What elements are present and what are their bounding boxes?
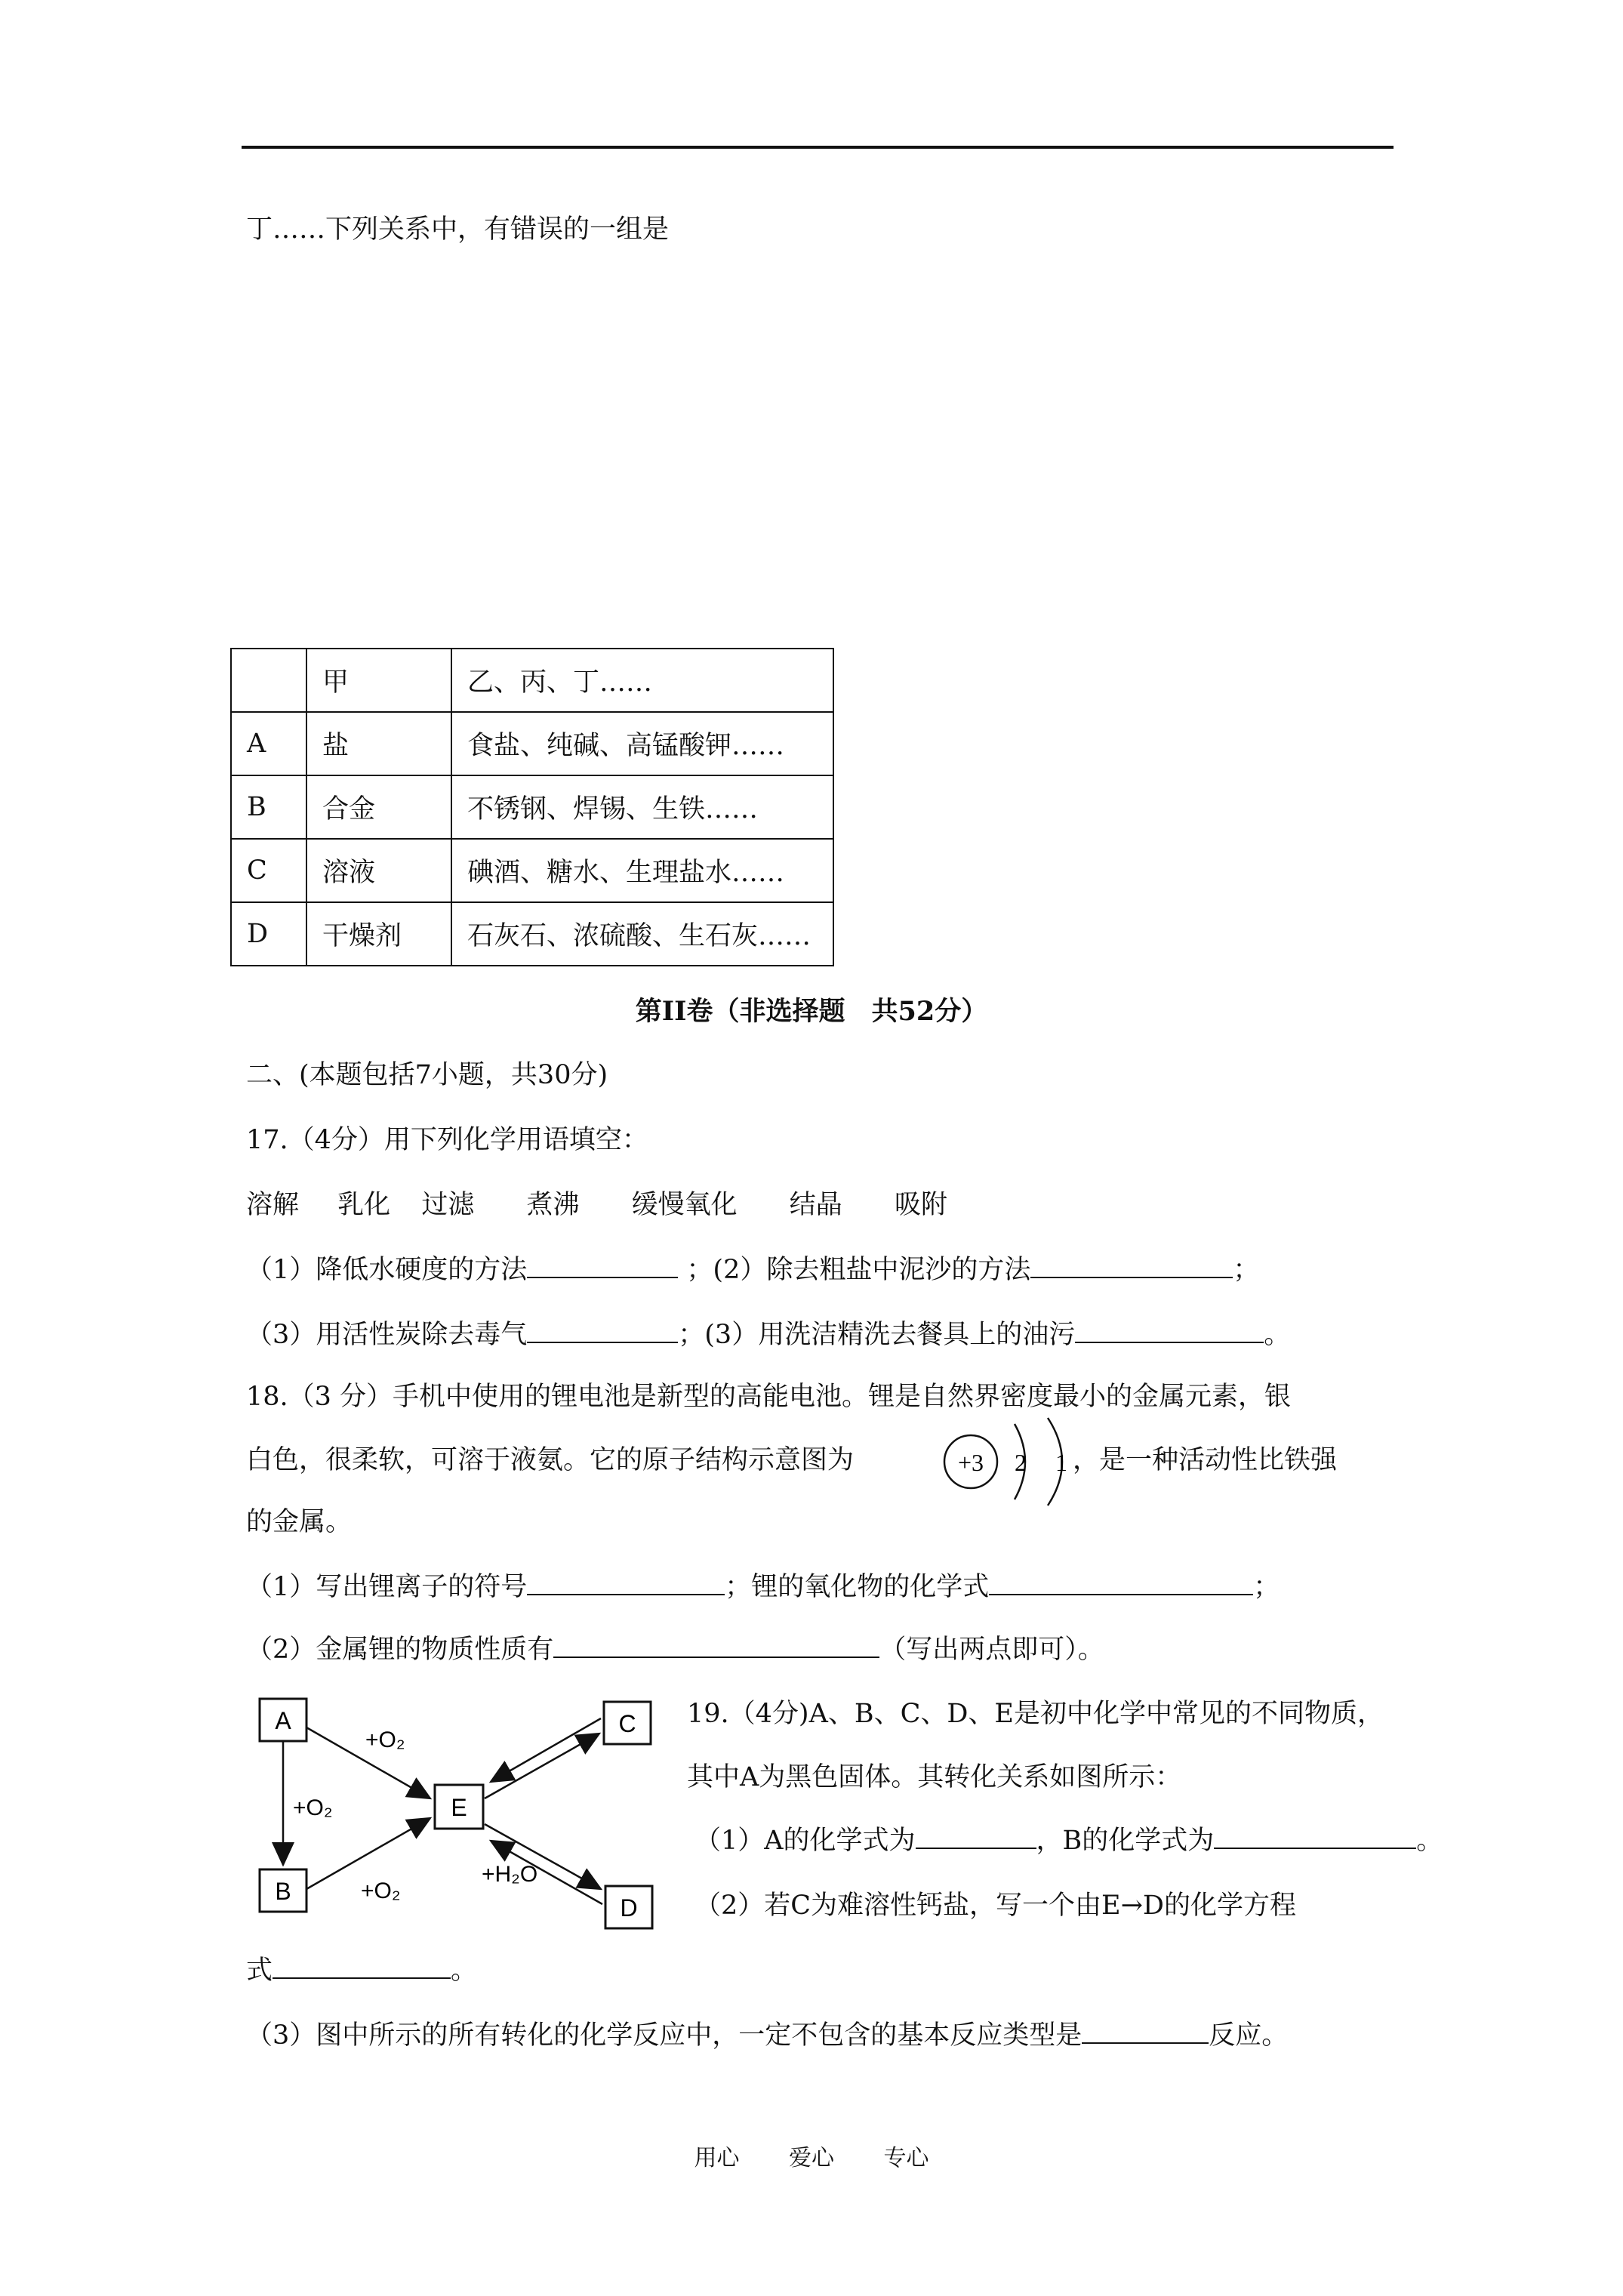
table-cell: 盐: [306, 712, 451, 775]
section-title: 第II卷（非选择题 共52分）: [635, 996, 988, 1027]
table-cell: B: [231, 775, 306, 839]
q17-prompt-2: ；(2）除去粗盐中泥沙的方法: [686, 1255, 1031, 1285]
footer-word: 爱心: [789, 2145, 834, 2171]
answer-blank[interactable]: [553, 1634, 879, 1658]
q19-prompt-3: 式: [246, 1955, 273, 1986]
q18-line-3: 的金属。: [246, 1507, 353, 1537]
q18-prompt: 白色，很柔软，可溶于液氨。它的原子结构示意图为: [246, 1445, 855, 1475]
q17-line-1: [246, 1253, 1259, 1287]
q19-line-1: 19.（4分)A、B、C、D、E是初中化学中常见的不同物质，: [687, 1699, 1384, 1729]
table-row: [231, 902, 833, 966]
q19-part-2-cont: [246, 1954, 477, 1987]
node-b: [260, 1869, 306, 1912]
q19-part-2: （2）若C为难溶性钙盐，写一个由E→D的化学方程: [694, 1891, 1296, 1921]
label-a-to-e: +O₂: [365, 1727, 405, 1752]
node-e: [435, 1785, 483, 1829]
table-cell: D: [231, 902, 306, 966]
nucleus-charge: +3: [957, 1449, 984, 1476]
q18-line-2: [246, 1444, 1337, 1477]
question-16-tail: 丁……下列关系中，有错误的一组是: [246, 214, 670, 245]
lithium-atom-structure: [936, 1410, 1110, 1516]
punctuation: 。: [451, 1955, 478, 1986]
q18-prompt-2: ；锂的氧化物的化学式: [725, 1572, 990, 1602]
q17-prompt-3: （3）用活性炭除去毒气: [246, 1320, 528, 1350]
conversion-diagram: [249, 1685, 664, 1934]
svg-text:E: E: [451, 1794, 467, 1821]
answer-blank[interactable]: [1030, 1254, 1233, 1278]
svg-text:B: B: [275, 1878, 291, 1905]
q19-prompt-4: （3）图中所示的所有转化的化学反应中，一定不包含的基本反应类型是: [246, 2020, 1083, 2051]
q19-prompt-5: 反应。: [1209, 2020, 1289, 2051]
arrow-e-to-c: [485, 1734, 599, 1798]
q17-prompt-1: （1）降低水硬度的方法: [246, 1255, 528, 1285]
answer-blank[interactable]: [1214, 1825, 1416, 1849]
q19-prompt-1: （1）A的化学式为: [694, 1826, 916, 1856]
q17-options: [246, 1188, 947, 1222]
svg-text:A: A: [275, 1707, 291, 1734]
table-row: [231, 775, 833, 839]
option-word: 过滤: [421, 1190, 475, 1220]
table-row: [231, 712, 833, 775]
page-footer: [0, 2139, 1623, 2172]
arrow-c-to-e: [491, 1718, 601, 1782]
label-e-to-d: +H₂O: [482, 1862, 538, 1887]
table-cell: C: [231, 839, 306, 902]
answer-blank[interactable]: [916, 1825, 1036, 1849]
node-c: [604, 1702, 651, 1744]
classification-table: [230, 648, 834, 966]
node-a: [260, 1699, 306, 1741]
punctuation: 。: [1416, 1826, 1443, 1856]
table-cell: 干燥剂: [306, 902, 451, 966]
answer-blank[interactable]: [273, 1955, 451, 1979]
footer-word: 用心: [694, 2145, 740, 2171]
shell-2-electrons: 1: [1055, 1449, 1067, 1476]
q18-line-1: 18.（3 分）手机中使用的锂电池是新型的高能电池。锂是自然界密度最小的金属元素，银: [246, 1382, 1292, 1412]
q17-prompt-4: ；(3）用洗洁精洗去餐具上的油污: [678, 1320, 1076, 1350]
table-cell: 碘酒、糖水、生理盐水……: [451, 839, 833, 902]
table-cell: 甲: [306, 649, 451, 712]
table-cell: [231, 649, 306, 712]
svg-text:D: D: [620, 1894, 638, 1922]
q18-prompt-1: （1）写出锂离子的符号: [246, 1572, 528, 1602]
shell-1-electrons: 2: [1015, 1449, 1027, 1476]
answer-blank[interactable]: [1082, 2020, 1209, 2044]
punctuation: ；: [1253, 1572, 1280, 1602]
q18-prompt-3: （2）金属锂的物质性质有: [246, 1635, 554, 1665]
option-word: 吸附: [894, 1190, 947, 1220]
part-two-heading: 二、(本题包括7小题，共30分): [246, 1060, 608, 1090]
q17-title: 17.（4分）用下列化学用语填空：: [246, 1125, 648, 1155]
option-word: 缓慢氧化: [631, 1190, 738, 1220]
answer-blank[interactable]: [527, 1319, 678, 1343]
q19-part-3: [246, 2019, 1288, 2052]
q18-prompt-4: （写出两点即可）。: [879, 1635, 1104, 1665]
option-word: 乳化: [337, 1190, 391, 1220]
answer-blank[interactable]: [527, 1254, 678, 1278]
q19-part-1: [694, 1824, 1443, 1857]
table-row: [231, 839, 833, 902]
table-row: [231, 649, 833, 712]
footer-word: 专心: [883, 2145, 929, 2171]
answer-blank[interactable]: [527, 1571, 725, 1595]
table-cell: A: [231, 712, 306, 775]
punctuation: ；: [1233, 1255, 1260, 1285]
table-cell: 食盐、纯碱、高锰酸钾……: [451, 712, 833, 775]
q18-prompt-cont: ，是一种活动性比铁强: [1073, 1445, 1338, 1475]
label-b-to-e: +O₂: [361, 1878, 401, 1903]
q19-prompt-2: ，B的化学式为: [1036, 1826, 1215, 1856]
answer-blank[interactable]: [1075, 1319, 1264, 1343]
q18-part-1: [246, 1570, 1280, 1604]
header-rule: [242, 146, 1394, 149]
table-cell: 乙、丙、丁……: [451, 649, 833, 712]
answer-blank[interactable]: [989, 1571, 1253, 1595]
svg-text:C: C: [618, 1710, 636, 1737]
option-word: 结晶: [789, 1190, 842, 1220]
option-word: 煮沸: [526, 1190, 580, 1220]
node-d: [605, 1886, 652, 1928]
punctuation: 。: [1264, 1320, 1291, 1350]
table-cell: 溶液: [306, 839, 451, 902]
label-a-to-b: +O₂: [293, 1795, 333, 1820]
table-cell: 不锈钢、焊锡、生铁……: [451, 775, 833, 839]
table-cell: 合金: [306, 775, 451, 839]
q19-line-2: 其中A为黑色固体。其转化关系如图所示：: [687, 1762, 1182, 1792]
q18-part-2: [246, 1633, 1104, 1666]
table-cell: 石灰石、浓硫酸、生石灰……: [451, 902, 833, 966]
q17-line-2: [246, 1318, 1290, 1351]
option-word: 溶解: [246, 1190, 300, 1220]
